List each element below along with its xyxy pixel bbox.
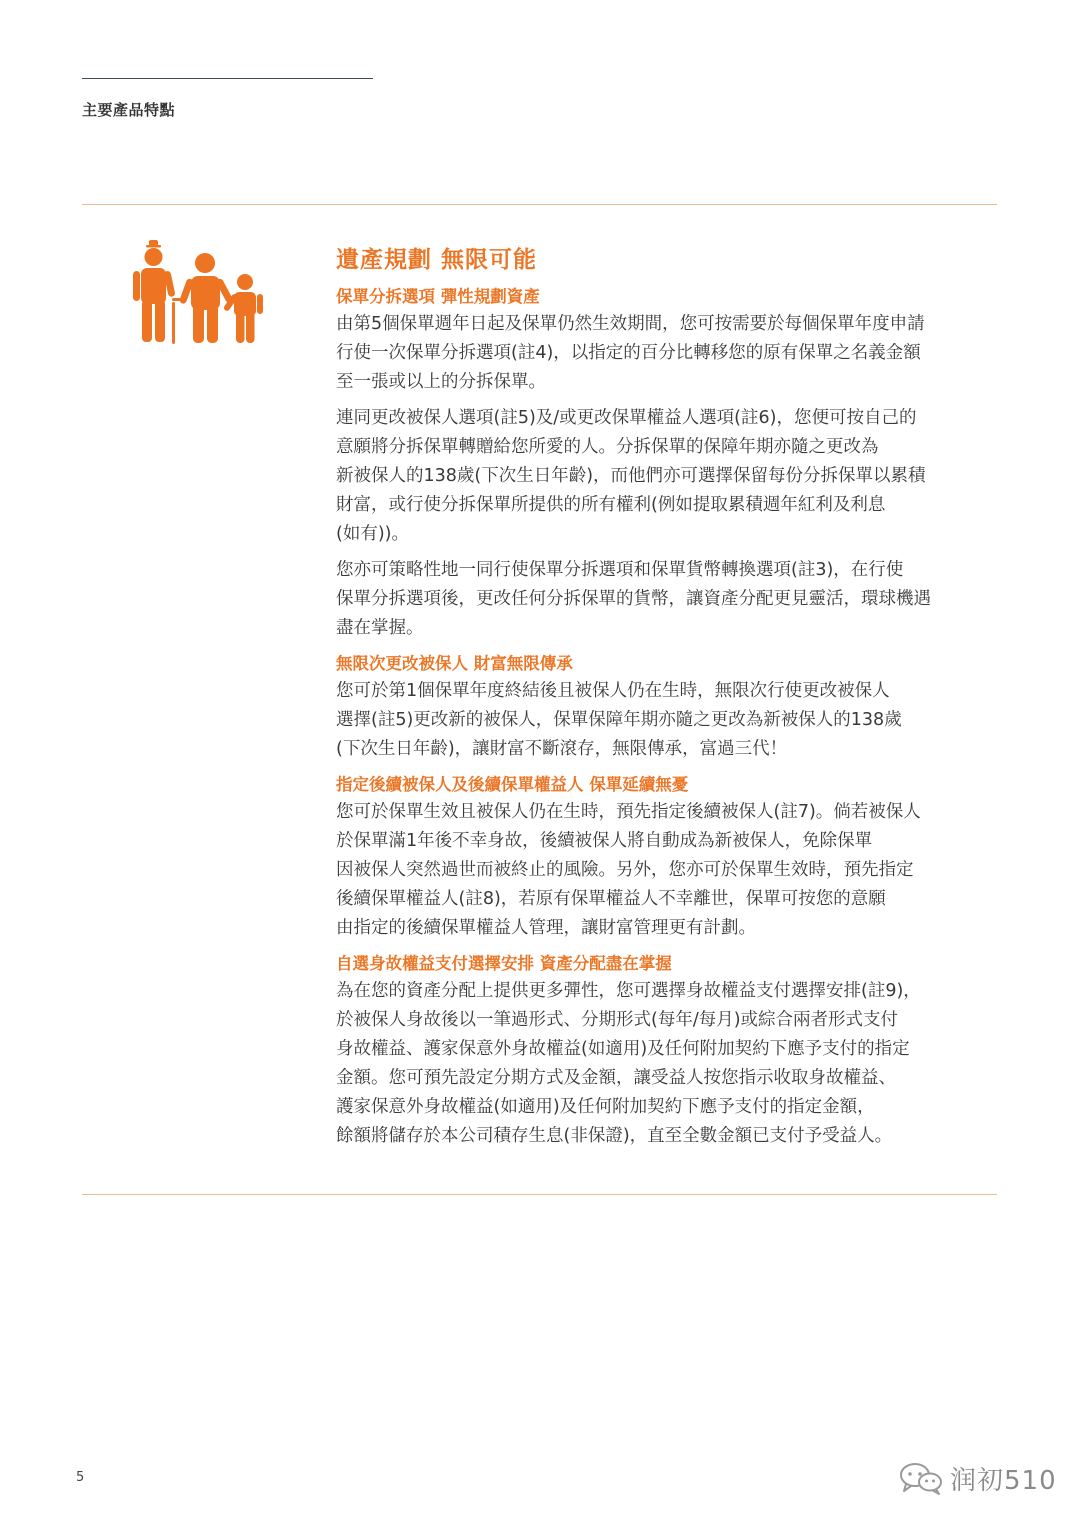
text-line: 於被保人身故後以一筆過形式、分期形式(每年/每月)或綜合兩者形式支付 [336, 1010, 899, 1030]
text-line: 為在您的資產分配上提供更多彈性，您可選擇身故權益支付選擇安排(註9)， [336, 981, 921, 1001]
section-heading: 指定後續被保人及後續保單權益人 保單延續無憂 [336, 775, 689, 794]
text-line: 您亦可策略性地一同行使保單分拆選項和保單貨幣轉換選項(註3)，在行使 [336, 560, 904, 580]
text-line: 因被保人突然過世而被終止的風險。另外，您亦可於保單生效時，預先指定 [336, 860, 914, 880]
family-generations-icon [128, 240, 272, 346]
text-line: 後續保單權益人(註8)，若原有保單權益人不幸離世，保單可按您的意願 [336, 889, 886, 909]
text-line: 身故權益、護家保意外身故權益(如適用)及任何附加契約下應予支付的指定 [336, 1039, 910, 1059]
text-line: 金額。您可預先設定分期方式及金額，讓受益人按您指示收取身故權益、 [336, 1068, 896, 1088]
wechat-icon [898, 1461, 944, 1495]
text-line: 連同更改被保人選項(註5)及/或更改保單權益人選項(註6)，您便可按自己的 [336, 408, 917, 428]
text-line: 盡在掌握。 [336, 618, 424, 638]
content-body [336, 240, 1006, 1151]
text-line: 餘額將儲存於本公司積存生息(非保證)，直至全數金額已支付予受益人。 [336, 1126, 893, 1146]
page-number: 5 [76, 1470, 85, 1485]
text-line: 您可於保單生效且被保人仍在生時，預先指定後續被保人(註7)。倘若被保人 [336, 802, 921, 822]
watermark [898, 1458, 1057, 1498]
section-heading: 無限次更改被保人 財富無限傳承 [336, 654, 573, 673]
paragraph [336, 677, 1006, 764]
paragraph [336, 556, 1006, 643]
text-line: 於保單滿1年後不幸身故，後續被保人將自動成為新被保人，免除保單 [336, 831, 873, 851]
main-title: 遺產規劃 無限可能 [336, 247, 538, 273]
text-line: (下次生日年齡)，讓財富不斷滾存，無限傳承，富過三代！ [336, 739, 788, 759]
text-line: 由指定的後續保單權益人管理，讓財富管理更有計劃。 [336, 918, 756, 938]
text-line: 護家保意外身故權益(如適用)及任何附加契約下應予支付的指定金額， [336, 1097, 875, 1117]
text-line: 您可於第1個保單年度終結後且被保人仍在生時，無限次行使更改被保人 [336, 681, 890, 701]
paragraph [336, 798, 1006, 943]
text-line: 財富，或行使分拆保單所提供的所有權利(例如提取累積週年紅利及利息 [336, 495, 886, 515]
paragraph [336, 977, 1006, 1151]
text-line: 意願將分拆保單轉贈給您所愛的人。分拆保單的保障年期亦隨之更改為 [336, 437, 879, 457]
top-divider [82, 78, 373, 79]
text-line: 保單分拆選項後，更改任何分拆保單的貨幣，讓資產分配更見靈活，環球機遇 [336, 589, 931, 609]
text-line: 由第5個保單週年日起及保單仍然生效期間，您可按需要於每個保單年度申請 [336, 314, 925, 334]
section-heading: 自選身故權益支付選擇安排 資產分配盡在掌握 [336, 954, 672, 973]
text-line: (如有))。 [336, 524, 409, 544]
text-line: 至一張或以上的分拆保單。 [336, 372, 546, 392]
paragraph [336, 310, 1006, 397]
text-line: 新被保人的138歲(下次生日年齡)，而他們亦可選擇保留每份分拆保單以累積 [336, 466, 926, 486]
section-label: 主要產品特點 [82, 101, 176, 119]
text-line: 行使一次保單分拆選項(註4)，以指定的百分比轉移您的原有保單之名義金額 [336, 343, 921, 363]
paragraph [336, 404, 1006, 549]
watermark-text: 润初510 [950, 1465, 1057, 1496]
section-heading: 保單分拆選項 彈性規劃資產 [336, 287, 540, 306]
content-top-divider [82, 204, 997, 205]
content-bottom-divider [82, 1194, 997, 1195]
text-line: 選擇(註5)更改新的被保人，保單保障年期亦隨之更改為新被保人的138歲 [336, 710, 902, 730]
